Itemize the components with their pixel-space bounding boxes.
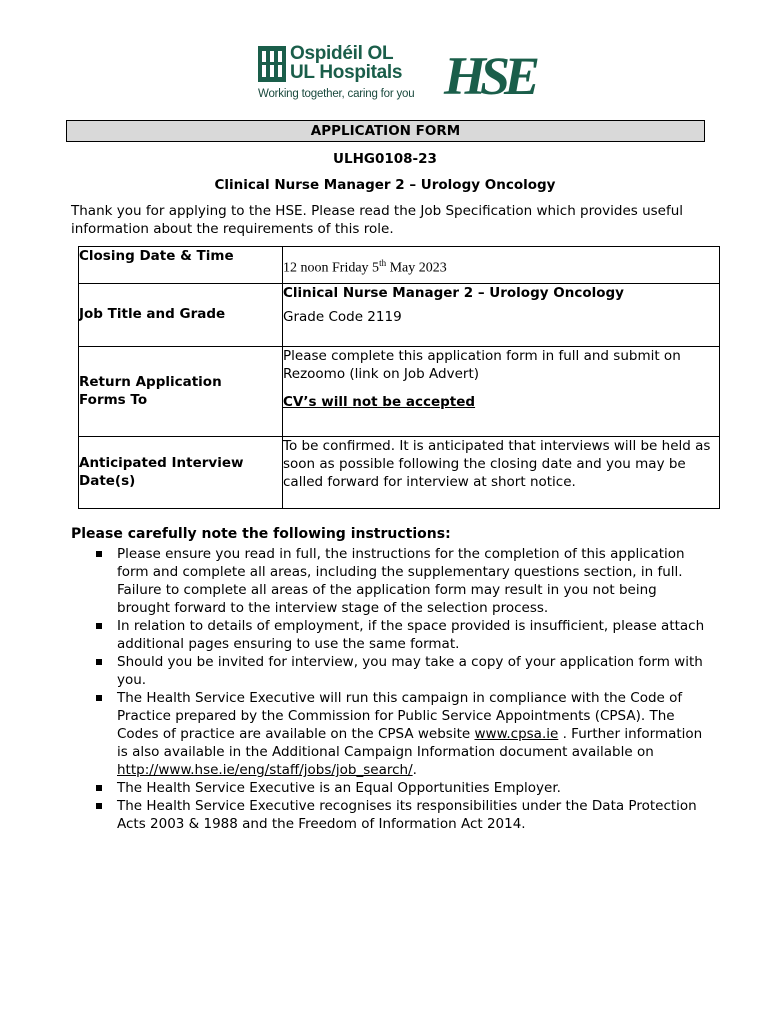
ul-hospitals-tagline: Working together, caring for you (258, 88, 415, 100)
grade-code-value: Grade Code 2119 (283, 309, 402, 325)
table-row (79, 284, 720, 347)
square-bullet-icon (96, 623, 102, 629)
square-bullet-icon (96, 551, 102, 557)
job-title-grade-label: Job Title and Grade (79, 306, 226, 323)
list-item: In relation to details of employment, if the space provided is insufficient, please attach additional pages ensuring to use the same format. (96, 617, 711, 653)
interview-dates-text: To be confirmed. It is anticipated that interviews will be held as soon as possible following the closing date and you may be called forward for interview at short notice. (283, 438, 711, 490)
hse-logo (442, 44, 535, 106)
list-item: The Health Service Executive is an Equal Opportunities Employer. (96, 779, 711, 797)
hse-job-search-link[interactable]: http://www.hse.ie/eng/staff/jobs/job_search/ (117, 762, 413, 778)
interview-dates-label: Anticipated Interview Date(s) (79, 455, 244, 489)
job-details-table (78, 246, 720, 509)
table-row (79, 247, 720, 284)
ul-hospitals-logo (258, 44, 428, 104)
list-item: The Health Service Executive will run this campaign in compliance with the Code of Practice prepared by the Commission for Public Service Appointments (CPSA). The Codes of practice are available on the CPSA website www.cpsa.ie . Further information is also available in the Additional Campaign Information document available on http://www.hse.ie/eng/staff/jobs/job_search/. (96, 689, 711, 779)
job-title-grade-label-cell (79, 284, 283, 347)
job-title-grade-value-cell (283, 284, 720, 347)
square-bullet-icon (96, 803, 102, 809)
job-title-heading: Clinical Nurse Manager 2 – Urology Oncology (214, 177, 556, 193)
closing-date-label-cell (79, 247, 283, 284)
reference-code: ULHG0108-23 (333, 151, 437, 167)
list-item: Please ensure you read in full, the instructions for the completion of this application form and complete all areas, including the supplementary questions section, in full. Failure to complete all areas of the application form may result in you not being brought forward to the interview stage of the selection process. (96, 545, 711, 617)
square-bullet-icon (96, 785, 102, 791)
closing-date-value-cell (283, 247, 720, 284)
return-forms-label: Return Application Forms To (79, 374, 222, 408)
table-row (79, 437, 720, 509)
return-forms-value-cell (283, 347, 720, 437)
cpsa-website-link[interactable]: www.cpsa.ie (474, 726, 559, 742)
list-item: Should you be invited for interview, you may take a copy of your application form with you. (96, 653, 711, 689)
interview-dates-label-cell (79, 437, 283, 509)
return-forms-text: Please complete this application form in full and submit on Rezoomo (link on Job Advert) (283, 348, 681, 382)
closing-date-value: 12 noon Friday 5th May 2023 (283, 258, 447, 276)
job-title-value: Clinical Nurse Manager 2 – Urology Oncology (283, 285, 624, 301)
square-bullet-icon (96, 659, 102, 665)
list-item: The Health Service Executive recognises its responsibilities under the Data Protection Acts 2003 & 1988 and the Freedom of Information Act 2014. (96, 797, 711, 833)
table-row (79, 347, 720, 437)
application-form-banner: APPLICATION FORM (66, 120, 705, 142)
cv-not-accepted-note: CV’s will not be accepted (283, 394, 476, 410)
svg-text:HSE: HSE (444, 46, 535, 106)
ul-hospitals-emblem-icon (258, 46, 286, 82)
intro-paragraph: Thank you for applying to the HSE. Please read the Job Specification which provides useful information about the requirements of this role. (71, 203, 684, 237)
return-forms-label-cell (79, 347, 283, 437)
interview-dates-value-cell (283, 437, 720, 509)
ul-hospitals-name: Ospidéil OL UL Hospitals (290, 43, 403, 83)
instructions-heading: Please carefully note the following instructions: (71, 526, 451, 542)
closing-date-label: Closing Date & Time (79, 248, 234, 264)
square-bullet-icon (96, 695, 102, 701)
instructions-list (96, 545, 711, 833)
hse-logo-icon (442, 44, 535, 106)
